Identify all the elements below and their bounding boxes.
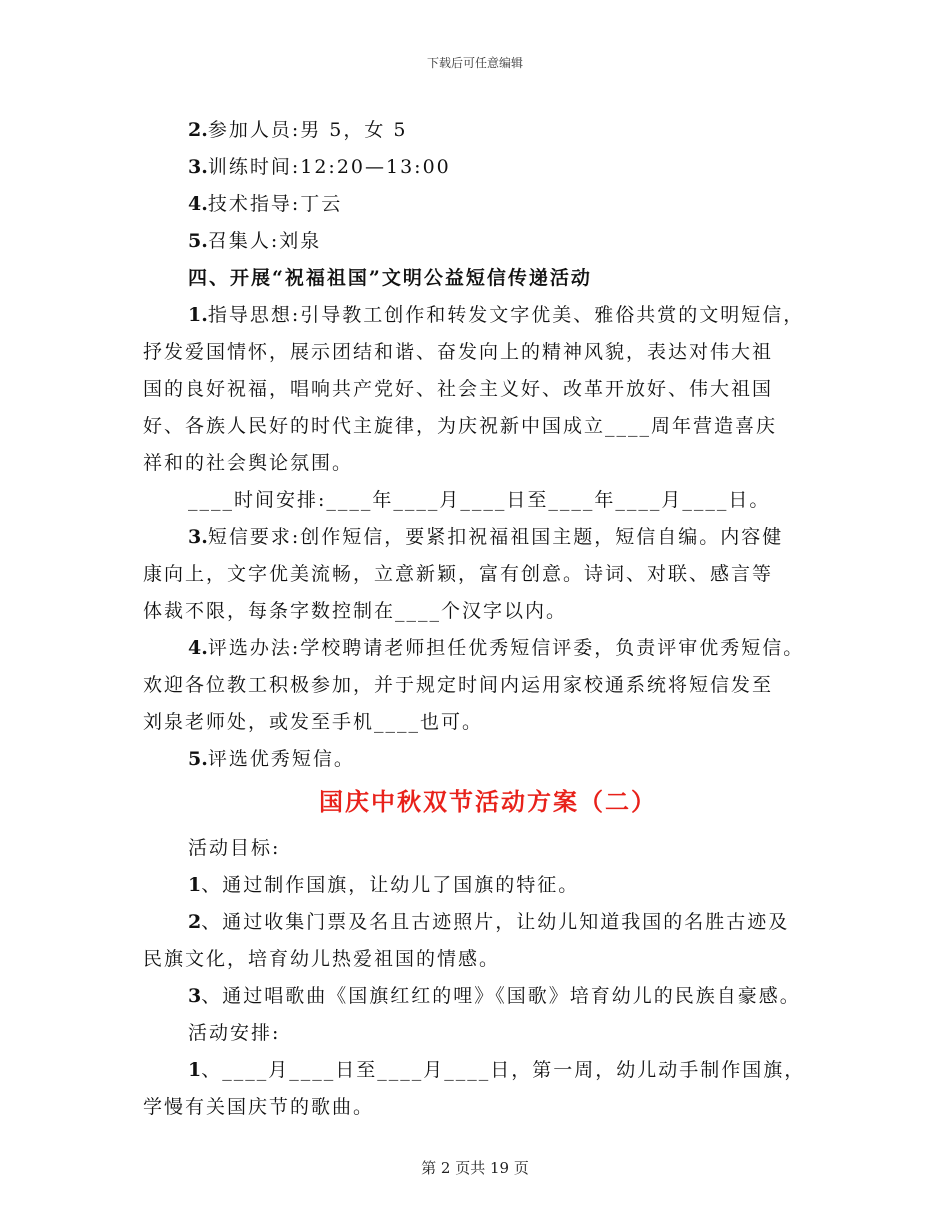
paragraph-line: ____时间安排:____年____月____日至____年____月____日。	[188, 489, 771, 511]
paragraph-line: 2、通过收集门票及名且古迹照片，让幼儿知道我国的名胜古迹及	[188, 911, 790, 933]
paragraph-line: 学慢有关国庆节的歌曲。	[143, 1096, 375, 1118]
paragraph-line: 民旗文化，培育幼儿热爱祖国的情感。	[143, 948, 501, 970]
paragraph-line: 3.短信要求:创作短信，要紧扣祝福祖国主题，短信自编。内容健	[188, 526, 784, 548]
paragraph-line: 3.训练时间:12:20—13:00	[188, 156, 451, 178]
paragraph-line: 活动目标:	[188, 837, 281, 859]
page-number-footer: 第 2 页共 19 页	[421, 1159, 529, 1177]
header-note: 下载后可任意编辑	[426, 56, 523, 70]
paragraph-line: 国的良好祝福，唱响共产党好、社会主义好、改革开放好、伟大祖国	[143, 378, 774, 400]
paragraph-line: 3、通过唱歌曲《国旗红红的哩》《国歌》培育幼儿的民族自豪感。	[188, 985, 801, 1007]
section-title: 国庆中秋双节活动方案（二）	[319, 787, 657, 816]
document-body	[143, 112, 823, 1126]
paragraph-line: 5.召集人:刘泉	[188, 230, 322, 252]
paragraph-line: 抒发爱国情怀，展示团结和谐、奋发向上的精神风貌，表达对伟大祖	[143, 341, 774, 363]
paragraph-line: 好、各族人民好的时代主旋律，为庆祝新中国成立____周年营造喜庆	[143, 415, 778, 437]
section-heading: 四、开展“祝福祖国”文明公益短信传递活动	[188, 267, 592, 289]
paragraph-line: 1、____月____日至____月____日，第一周，幼儿动手制作国旗，	[188, 1059, 806, 1081]
paragraph-line: 体裁不限，每条字数控制在____个汉字以内。	[143, 600, 568, 622]
paragraph-line: 刘泉老师处，或发至手机____也可。	[143, 711, 484, 733]
paragraph-line: 1、通过制作国旗，让幼儿了国旗的特征。	[188, 874, 580, 896]
paragraph-line: 4.技术指导:丁云	[188, 193, 343, 215]
paragraph-line: 欢迎各位教工积极参加，并于规定时间内运用家校通系统将短信发至	[143, 674, 774, 696]
paragraph-line: 康向上，文字优美流畅，立意新颖，富有创意。诗词、对联、感言等	[143, 563, 774, 585]
paragraph-line: 1.指导思想:引导教工创作和转发文字优美、雅俗共赏的文明短信，	[188, 304, 805, 326]
paragraph-line: 5.评选优秀短信。	[188, 748, 355, 770]
paragraph-line: 2.参加人员:男 5，女 5	[188, 119, 408, 141]
paragraph-line: 4.评选办法:学校聘请老师担任优秀短信评委，负责评审优秀短信。	[188, 637, 805, 659]
paragraph-line: 活动安排:	[188, 1022, 281, 1044]
paragraph-line: 祥和的社会舆论氛围。	[143, 452, 354, 474]
